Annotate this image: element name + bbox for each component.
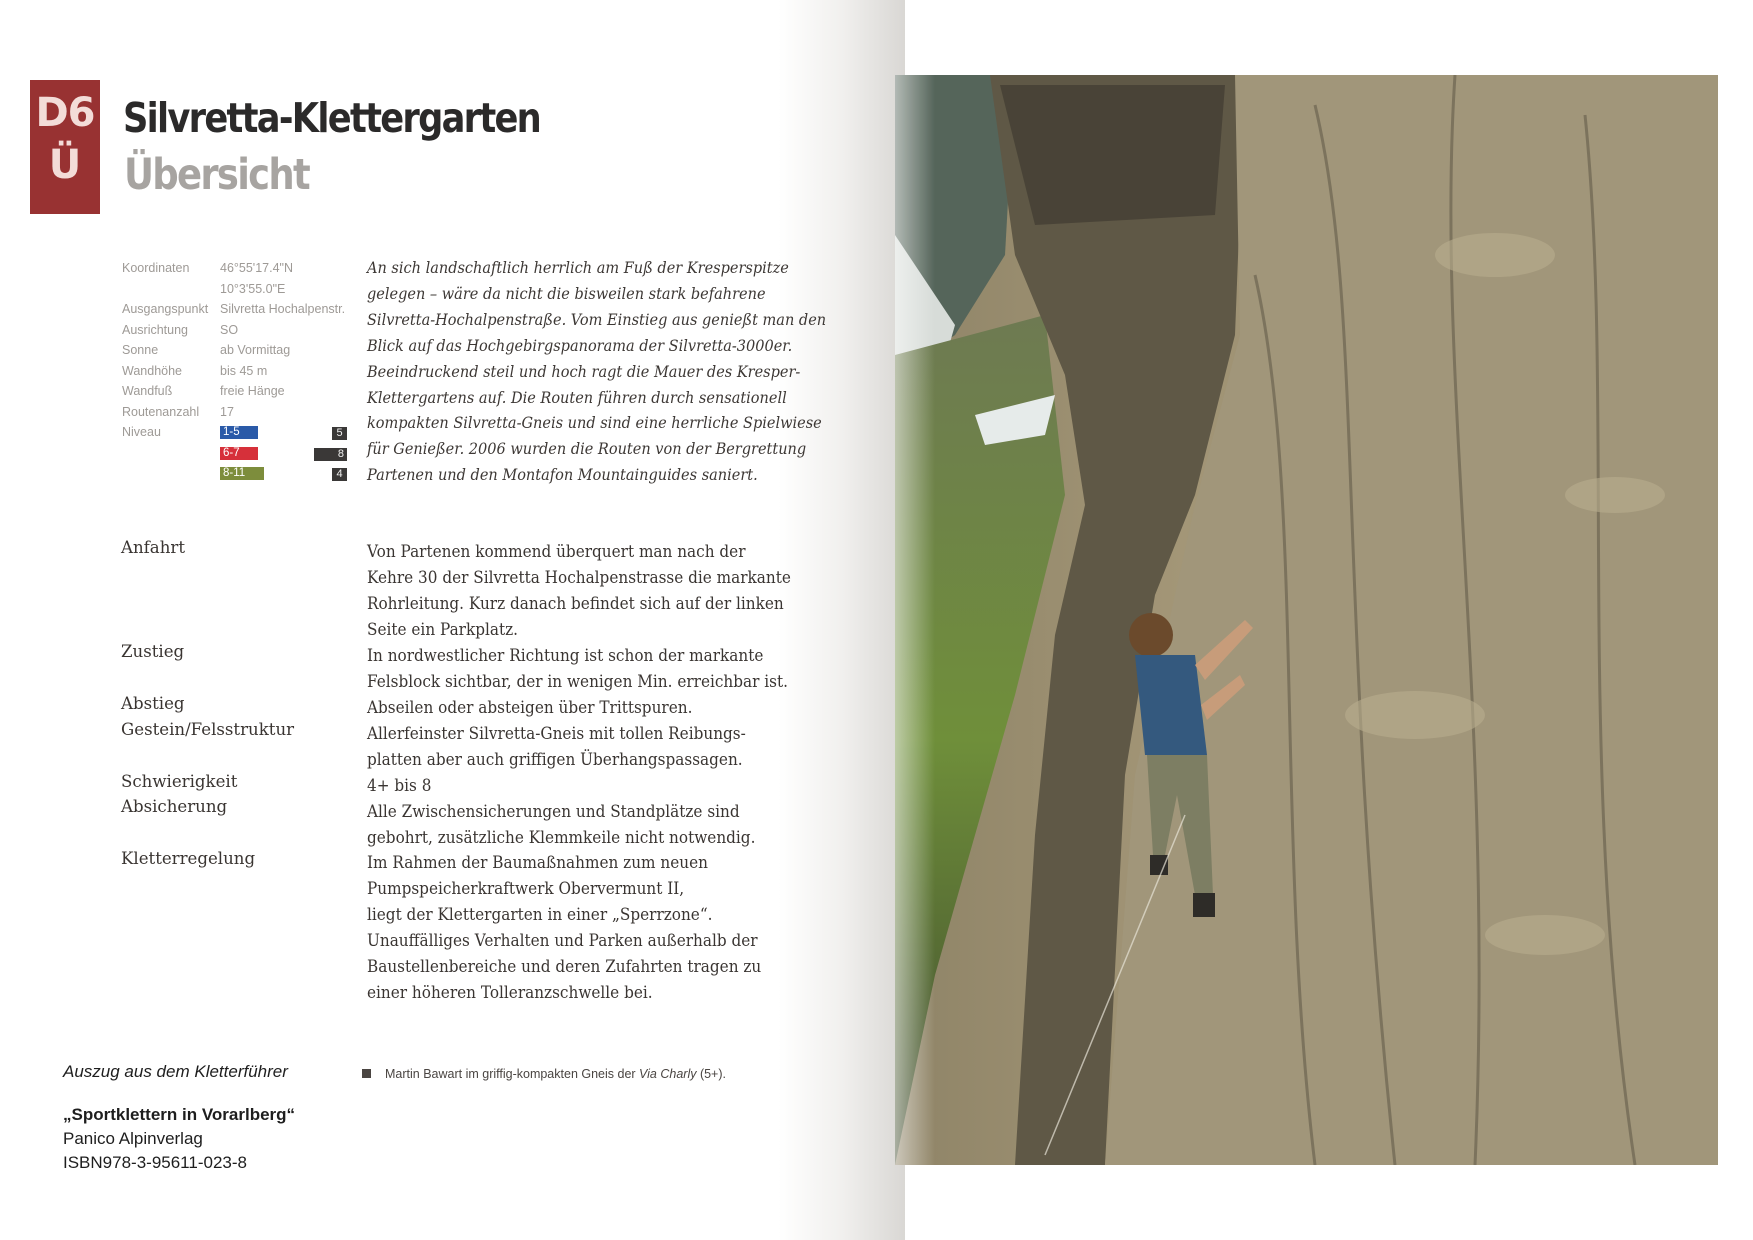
detail-line: Pumpspeicherkraftwerk Obervermunt II, xyxy=(367,878,685,898)
intro-paragraph xyxy=(367,256,847,489)
level-range-badge: 6-7 xyxy=(220,447,258,460)
detail-line: Kehre 30 der Silvretta Hochalpenstrasse die markante xyxy=(367,567,791,587)
level-row xyxy=(122,422,352,443)
page-title: Silvretta-Klettergarten xyxy=(123,94,541,142)
fact-row xyxy=(122,279,352,300)
fact-row xyxy=(122,402,352,423)
fact-row xyxy=(122,340,352,361)
level-row xyxy=(122,443,352,464)
intro-line: Klettergartens auf. Die Routen führen durch sensationell xyxy=(367,388,787,407)
intro-line: für Genießer. 2006 wurden die Routen von der Bergrettung xyxy=(367,440,807,459)
source-intro: Auszug aus dem Kletterführer xyxy=(63,1062,288,1081)
fact-row xyxy=(122,381,352,402)
intro-line: Beeindruckend steil und hoch ragt die Mauer des Kresper- xyxy=(367,362,801,381)
fact-value: 10°3'55.0"E xyxy=(220,281,286,296)
detail-text xyxy=(367,721,779,773)
detail-text xyxy=(367,643,825,695)
fact-value: SO xyxy=(220,322,239,337)
detail-line: platten aber auch griffigen Überhangspassagen. xyxy=(367,749,743,769)
page-subtitle: Übersicht xyxy=(124,150,309,200)
detail-line: liegt der Klettergarten in einer „Sperrzone“. xyxy=(367,904,713,924)
caption-route-name: Via Charly xyxy=(639,1067,697,1081)
detail-line: Felsblock sichtbar, der in wenigen Min. erreichbar ist. xyxy=(367,671,788,691)
detail-line: Unauffälliges Verhalten und Parken außerhalb der xyxy=(367,930,758,950)
intro-line: An sich landschaftlich herrlich am Fuß der Kresperspitze xyxy=(367,259,789,277)
detail-term: Abstieg xyxy=(121,694,185,713)
detail-line: Von Partenen kommend überquert man nach der xyxy=(367,542,746,561)
level-row xyxy=(122,463,352,484)
fact-value: freie Hänge xyxy=(220,384,285,398)
intro-line: gelegen – wäre da nicht die bisweilen stark befahrene xyxy=(367,284,766,303)
fact-row xyxy=(122,258,352,279)
detail-line: Rohrleitung. Kurz danach befindet sich auf der linken xyxy=(367,593,784,613)
level-range-badge: 8-11 xyxy=(220,467,264,480)
detail-line: 4+ bis 8 xyxy=(367,776,432,795)
detail-line: einer höheren Tolleranzschwelle bei. xyxy=(367,982,653,1002)
source-isbn: ISBN978-3-95611-023-8 xyxy=(63,1153,247,1172)
fact-value: 17 xyxy=(220,404,234,419)
intro-line: Partenen und den Montafon Mountainguides saniert. xyxy=(367,466,758,485)
fact-row xyxy=(122,361,352,382)
fact-label: Wandfuß xyxy=(122,384,173,398)
level-range-badge: 1-5 xyxy=(220,426,258,439)
fact-row xyxy=(122,320,352,341)
detail-line: Seite ein Parkplatz. xyxy=(367,619,519,639)
fact-value: 46°55'17.4"N xyxy=(220,261,293,275)
fact-label: Wandhöhe xyxy=(122,363,182,378)
source-credit xyxy=(63,1061,295,1175)
climber-photo xyxy=(895,75,1718,1165)
fact-label: Ausgangspunkt xyxy=(122,302,209,316)
level-count-badge: 8 xyxy=(314,448,347,461)
detail-line: Abseilen oder absteigen über Trittspuren. xyxy=(367,698,693,717)
detail-line: In nordwestlicher Richtung ist schon der markante xyxy=(367,646,764,665)
source-publisher: Panico Alpinverlag xyxy=(63,1129,203,1148)
detail-line: Alle Zwischensicherungen und Standplätze sind xyxy=(367,802,740,821)
source-book-title: „Sportklettern in Vorarlberg“ xyxy=(63,1105,296,1124)
crag-code-sub: Ü xyxy=(48,142,82,188)
detail-term: Schwierigkeit xyxy=(121,772,238,791)
detail-term: Gestein/Felsstruktur xyxy=(121,720,295,739)
fact-value: bis 45 m xyxy=(220,363,268,378)
detail-line: Im Rahmen der Baumaßnahmen zum neuen xyxy=(367,853,708,872)
detail-line: gebohrt, zusätzliche Klemmkeile nicht notwendig. xyxy=(367,827,756,847)
detail-text xyxy=(367,850,796,1005)
fact-value: Silvretta Hochalpenstr. xyxy=(220,302,346,316)
fact-label: Sonne xyxy=(122,343,159,357)
fact-label: Koordinaten xyxy=(122,261,190,275)
caption-text: Martin Bawart im griffig-kompakten Gneis der xyxy=(385,1067,640,1081)
detail-line: Baustellenbereiche und deren Zufahrten tragen zu xyxy=(367,956,762,976)
crag-code: D6 xyxy=(35,90,95,136)
fact-label: Routenanzahl xyxy=(122,404,200,419)
level-label: Niveau xyxy=(122,425,161,439)
detail-text xyxy=(367,773,437,799)
caption-grade: (5+). xyxy=(696,1067,726,1081)
fact-row xyxy=(122,299,352,320)
detail-term: Absicherung xyxy=(121,797,228,816)
level-count-badge: 4 xyxy=(332,468,347,481)
fact-value: ab Vormittag xyxy=(220,343,291,357)
detail-text xyxy=(367,799,789,851)
detail-text xyxy=(367,695,721,721)
photo-caption xyxy=(362,1067,726,1081)
fact-label: Ausrichtung xyxy=(122,322,189,337)
detail-term: Kletterregelung xyxy=(121,849,256,868)
detail-line: Allerfeinster Silvretta-Gneis mit tollen Reibungs- xyxy=(367,724,746,743)
detail-term: Anfahrt xyxy=(121,538,185,557)
crag-code-badge xyxy=(30,80,100,214)
intro-line: Blick auf das Hochgebirgspanorama der Silvretta-3000er. xyxy=(367,336,793,355)
level-count-badge: 5 xyxy=(332,427,347,440)
intro-line: kompakten Silvretta-Gneis und sind eine herrliche Spielwiese xyxy=(367,414,822,433)
detail-text xyxy=(367,539,828,643)
crag-facts xyxy=(122,258,352,484)
detail-term: Zustieg xyxy=(121,642,185,661)
intro-line: Silvretta-Hochalpenstraße. Vom Einstieg aus genießt man den xyxy=(367,310,827,329)
caption-bullet-icon xyxy=(362,1069,371,1078)
